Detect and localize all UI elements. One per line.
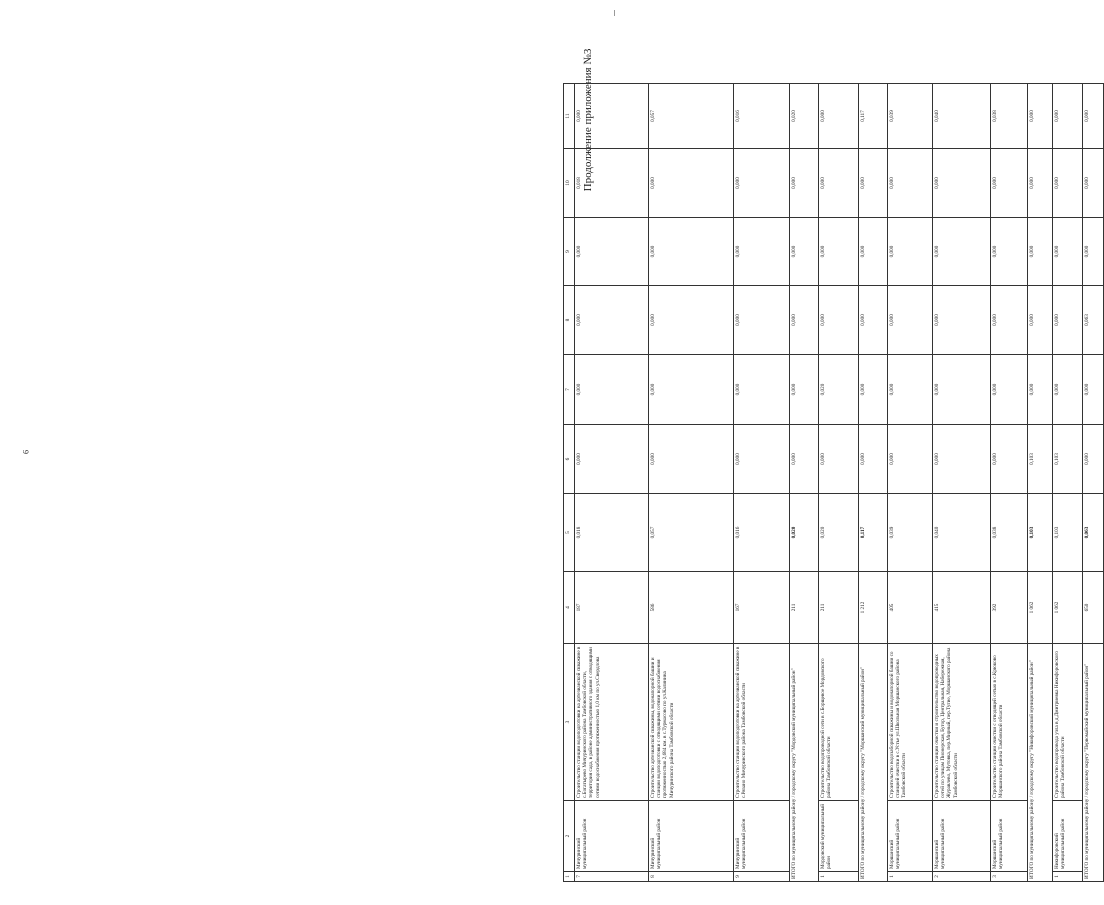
- summary-value-cell: 0,000: [1028, 149, 1053, 218]
- project-description-cell: Строительство водопроводной сети в с.Борщевое Мордовского района Тамбовской области: [819, 644, 859, 801]
- summary-value-cell: 0,103: [1028, 425, 1053, 494]
- value-cell: 0,018: [575, 494, 649, 572]
- value-cell: 0,000: [933, 149, 991, 218]
- summary-value-cell: 1 062: [1028, 572, 1053, 644]
- summary-row: [859, 84, 888, 882]
- table-row: [1053, 84, 1083, 882]
- summary-label: ИТОГО по муниципальному району / городскому округу "Никифоровский муниципальный район": [1028, 644, 1053, 882]
- value-cell: 0,000: [819, 84, 859, 149]
- value-cell: 0,000: [649, 425, 734, 494]
- table-row: [888, 84, 933, 882]
- summary-value-cell: 0,063: [1083, 286, 1104, 355]
- column-number-header: 6: [564, 425, 575, 494]
- value-cell: 0,000: [649, 286, 734, 355]
- summary-value-cell: 211: [790, 572, 819, 644]
- value-cell: 0,000: [649, 218, 734, 286]
- column-number-header: 8: [564, 286, 575, 355]
- column-number-header: 9: [564, 218, 575, 286]
- value-cell: 0,000: [649, 149, 734, 218]
- project-description-cell: Строительство артезианской скважины, водонапорной башни и станции водоподготовки с отводящими сетями водоснабжения протяженностью 2,684 км. в с.Турмасово по ул.Калинина Мичуринского района Тамбовской области: [649, 644, 734, 801]
- data-table: [563, 83, 1104, 882]
- summary-value-cell: 0,000: [859, 425, 888, 494]
- project-description-cell: Строительство станции очистки и строительство водопроводных сетей по улицам Пионерская, Бугор, Центральная, Набережная, Журавлево, Мутовка, пер.Мирный, пер.Тугие, Моршанского района Тамбовской области: [933, 644, 991, 801]
- summary-label: ИТОГО по муниципальному району / городскому округу "Мордовский муниципальный район": [790, 644, 819, 882]
- value-cell: 0,039: [888, 494, 933, 572]
- value-cell: 167: [734, 572, 790, 644]
- district-cell: Мичуринский муниципальный район: [734, 801, 790, 872]
- row-number-cell: 1: [1053, 872, 1083, 882]
- value-cell: 0,000: [933, 355, 991, 425]
- value-cell: 0,016: [734, 494, 790, 572]
- table-row: [933, 84, 991, 882]
- value-cell: 0,000: [734, 355, 790, 425]
- value-cell: 415: [933, 572, 991, 644]
- value-cell: 187: [575, 572, 649, 644]
- value-cell: 0,040: [933, 494, 991, 572]
- value-cell: 0,000: [734, 218, 790, 286]
- value-cell: 0,000: [1053, 286, 1083, 355]
- table-wrapper: [563, 84, 1090, 882]
- column-number-header: 3: [564, 644, 575, 801]
- page-number: 6: [21, 450, 31, 454]
- value-cell: 0,000: [575, 218, 649, 286]
- value-cell: 0,000: [575, 355, 649, 425]
- value-cell: 0,038: [991, 494, 1028, 572]
- value-cell: 0,000: [888, 286, 933, 355]
- scan-mark: [614, 10, 615, 16]
- value-cell: 586: [649, 572, 734, 644]
- summary-value-cell: 0,020: [790, 84, 819, 149]
- value-cell: 0,000: [991, 425, 1028, 494]
- value-cell: 392: [991, 572, 1028, 644]
- value-cell: 0,000: [933, 286, 991, 355]
- value-cell: 0,057: [649, 84, 734, 149]
- summary-value-cell: 0,000: [790, 355, 819, 425]
- summary-value-cell: 0,000: [859, 355, 888, 425]
- summary-row: [790, 84, 819, 882]
- column-number-header: 1: [564, 872, 575, 882]
- summary-value-cell: 0,000: [1028, 84, 1053, 149]
- value-cell: 211: [819, 572, 859, 644]
- value-cell: 0,000: [575, 425, 649, 494]
- table-header-row: [564, 84, 575, 882]
- summary-value-cell: 0,000: [1028, 286, 1053, 355]
- row-number-cell: 9: [734, 872, 790, 882]
- value-cell: 0,000: [819, 425, 859, 494]
- summary-value-cell: 0,117: [859, 84, 888, 149]
- value-cell: 0,038: [991, 84, 1028, 149]
- value-cell: 405: [888, 572, 933, 644]
- table-row: [649, 84, 734, 882]
- column-number-header: 10: [564, 149, 575, 218]
- column-number-header: 7: [564, 355, 575, 425]
- value-cell: 0,000: [819, 286, 859, 355]
- value-cell: 1 062: [1053, 572, 1083, 644]
- value-cell: 0,000: [575, 84, 649, 149]
- table-row: [734, 84, 790, 882]
- summary-value-cell: 0,000: [1083, 84, 1104, 149]
- summary-value-cell: 1 212: [859, 572, 888, 644]
- value-cell: 0,020: [819, 494, 859, 572]
- summary-value-cell: 0,103: [1028, 494, 1053, 572]
- row-number-cell: 1: [888, 872, 933, 882]
- row-number-cell: 2: [933, 872, 991, 882]
- value-cell: 0,000: [933, 425, 991, 494]
- district-cell: Мичуринский муниципальный район: [575, 801, 649, 872]
- summary-value-cell: 0,000: [1028, 355, 1053, 425]
- value-cell: 0,000: [991, 218, 1028, 286]
- summary-value-cell: 0,063: [1083, 494, 1104, 572]
- district-cell: Моршанский муниципальный район: [933, 801, 991, 872]
- table-row: [819, 84, 859, 882]
- row-number-cell: 8: [649, 872, 734, 882]
- summary-value-cell: 0,020: [790, 494, 819, 572]
- summary-value-cell: 0,000: [790, 149, 819, 218]
- district-cell: Моршанский муниципальный район: [991, 801, 1028, 872]
- value-cell: 0,103: [1053, 494, 1083, 572]
- value-cell: 0,000: [991, 286, 1028, 355]
- value-cell: 0,000: [1053, 218, 1083, 286]
- value-cell: 0,000: [819, 218, 859, 286]
- table-body: [564, 84, 1104, 882]
- summary-row: [1083, 84, 1104, 882]
- page-heading: Продолжение приложения №3: [582, 48, 594, 192]
- value-cell: 0,018: [575, 149, 649, 218]
- value-cell: 0,000: [888, 425, 933, 494]
- value-cell: 0,000: [1053, 355, 1083, 425]
- value-cell: 0,000: [734, 149, 790, 218]
- project-description-cell: Строительство водопровода узла в д.Дмитриевка Никифоровского района Тамбовской области: [1053, 644, 1083, 801]
- column-number-header: 4: [564, 572, 575, 644]
- value-cell: 0,000: [888, 218, 933, 286]
- value-cell: 0,040: [933, 84, 991, 149]
- project-description-cell: Строительство станции очистки с отводящей сетью в с.Крюково Моршанского района Тамбовской области: [991, 644, 1028, 801]
- value-cell: 0,016: [734, 84, 790, 149]
- column-number-header: 11: [564, 84, 575, 149]
- project-description-cell: Строительство станции водоподготовки на артезианской скважине в с.Рязано Мичуринского района Тамбовской области: [734, 644, 790, 801]
- summary-value-cell: 0,000: [859, 286, 888, 355]
- project-description-cell: Строительство водозаборной скважины и водонапорной башни со станцией очистки в с.Устье ул.Школьная Моршанского района Тамбовской области: [888, 644, 933, 801]
- summary-label: ИТОГО по муниципальному району / городскому округу "Первомайский муниципальный район": [1083, 644, 1104, 882]
- summary-value-cell: 0,000: [1083, 218, 1104, 286]
- project-description-cell: Строительство станции водоподготовки на артезианской скважине в с.Богатырево Мичуринского района Тамбовской области, территория сада, в районе административного здания с отводящими сетями водоснабжения протяженностью 1,0 км по ул.Свердлова: [575, 644, 649, 801]
- summary-value-cell: 0,000: [1083, 355, 1104, 425]
- row-number-cell: 7: [575, 872, 649, 882]
- value-cell: 0,057: [649, 494, 734, 572]
- value-cell: 0,000: [649, 355, 734, 425]
- value-cell: 0,000: [991, 149, 1028, 218]
- district-cell: Мордовский муниципальный район: [819, 801, 859, 872]
- value-cell: 0,000: [888, 355, 933, 425]
- summary-value-cell: 0,000: [1028, 218, 1053, 286]
- summary-value-cell: 0,117: [859, 494, 888, 572]
- value-cell: 0,000: [1053, 84, 1083, 149]
- value-cell: 0,000: [1053, 149, 1083, 218]
- district-cell: Мичуринский муниципальный район: [649, 801, 734, 872]
- summary-value-cell: 0,000: [859, 149, 888, 218]
- row-number-cell: 3: [991, 872, 1028, 882]
- summary-value-cell: 650: [1083, 572, 1104, 644]
- value-cell: 0,000: [575, 286, 649, 355]
- district-cell: Моршанский муниципальный район: [888, 801, 933, 872]
- summary-value-cell: 0,000: [1083, 149, 1104, 218]
- column-number-header: 2: [564, 801, 575, 872]
- summary-value-cell: 0,000: [790, 218, 819, 286]
- table-row: [575, 84, 649, 882]
- value-cell: 0,000: [734, 286, 790, 355]
- value-cell: 0,000: [933, 218, 991, 286]
- value-cell: 0,000: [888, 149, 933, 218]
- value-cell: 0,039: [888, 84, 933, 149]
- summary-value-cell: 0,000: [790, 425, 819, 494]
- column-number-header: 5: [564, 494, 575, 572]
- value-cell: 0,000: [991, 355, 1028, 425]
- summary-value-cell: 0,000: [859, 218, 888, 286]
- summary-label: ИТОГО по муниципальному району / городскому округу "Моршанский муниципальный район": [859, 644, 888, 882]
- value-cell: 0,020: [819, 355, 859, 425]
- summary-value-cell: 0,000: [790, 286, 819, 355]
- value-cell: 0,000: [819, 149, 859, 218]
- row-number-cell: 1: [819, 872, 859, 882]
- summary-value-cell: 0,000: [1083, 425, 1104, 494]
- summary-row: [1028, 84, 1053, 882]
- district-cell: Никифоровский муниципальный район: [1053, 801, 1083, 872]
- table-row: [991, 84, 1028, 882]
- value-cell: 0,103: [1053, 425, 1083, 494]
- value-cell: 0,000: [734, 425, 790, 494]
